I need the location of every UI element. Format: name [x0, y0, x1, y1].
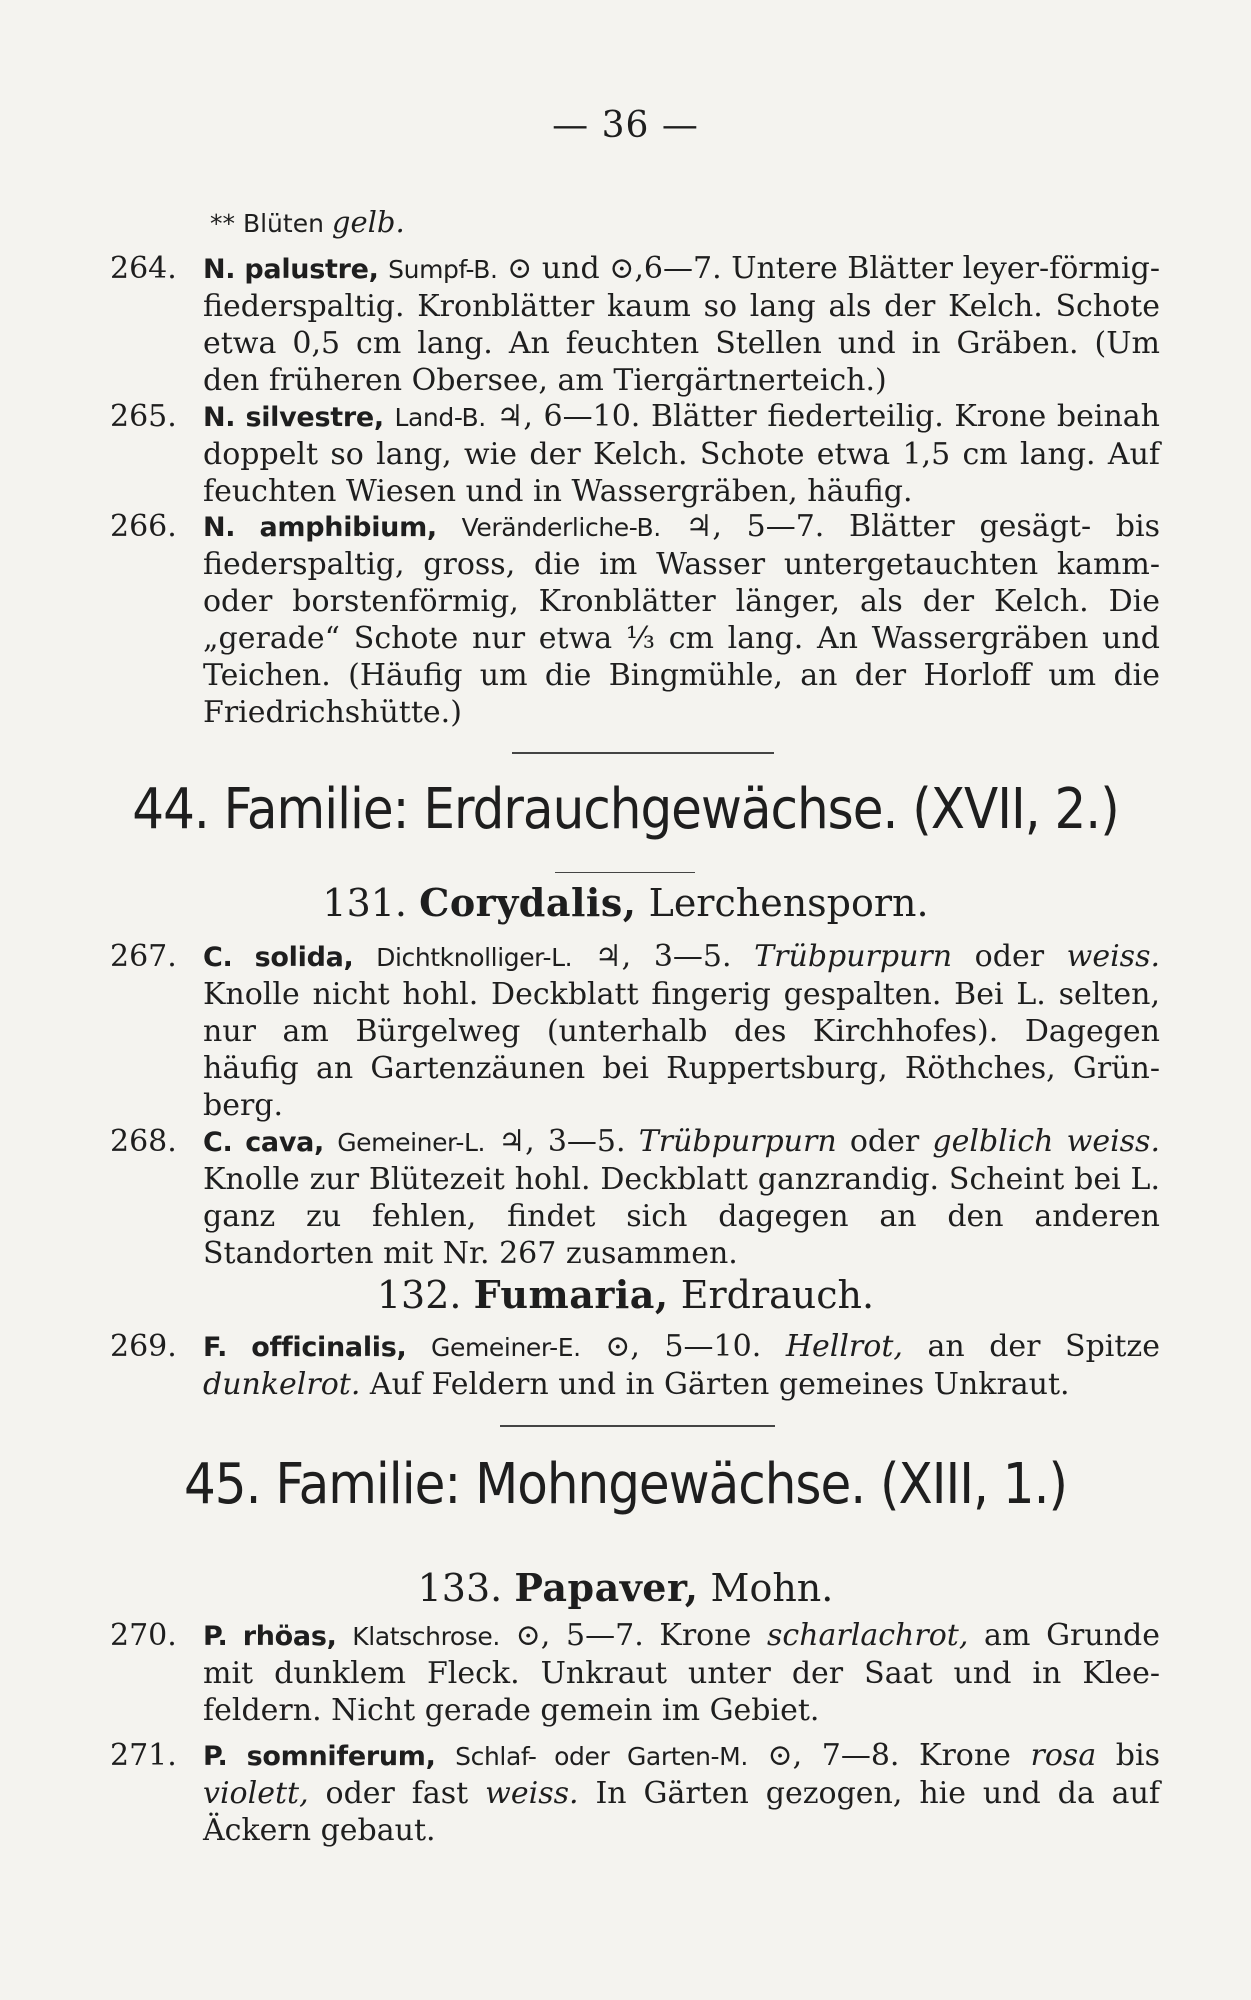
subheading-color: gelb. — [331, 205, 405, 239]
color-term: Trübpurpurn — [638, 1124, 837, 1159]
common-name: Dichtknolliger-L. — [376, 943, 573, 972]
species-name: P. somniferum, — [203, 1741, 436, 1772]
section-divider — [512, 752, 774, 754]
color-term: rosa — [1030, 1738, 1097, 1773]
entry-text: am Grunde mit dunklem Fleck. Unkraut unter der Saat und in Klee-feldern. Nicht gerade gemein im Gebiet. — [203, 1618, 1160, 1728]
genus-common: Mohn. — [710, 1566, 834, 1610]
entry-number: 267. — [110, 939, 177, 974]
genus-heading-131 — [0, 880, 1251, 925]
common-name: Klatschrose. — [352, 1622, 500, 1651]
common-name: Veränderliche-B. — [461, 513, 661, 542]
genus-common: Erdrauch. — [680, 1273, 875, 1317]
genus-name: Corydalis, — [419, 880, 637, 925]
connector: oder fast — [308, 1776, 486, 1811]
color-term: Hellrot, — [785, 1329, 903, 1364]
entry-text: Knolle zur Blütezeit hohl. Deckblatt ganzrandig. Scheint bei L. ganz zu fehlen, findet sich dagegen an den anderen Standorten mit Nr. 267 zusammen. — [203, 1162, 1160, 1271]
family-heading-45: 45. Familie: Mohngewächse. (XIII, 1.) — [183, 1451, 1068, 1517]
section-divider — [500, 1425, 775, 1427]
species-entry-267 — [110, 938, 1160, 1124]
color-term: scharlachrot, — [767, 1618, 969, 1653]
species-name: F. officinalis, — [203, 1332, 407, 1363]
species-name: C. solida, — [203, 942, 354, 973]
genus-heading-133 — [0, 1565, 1251, 1610]
genus-number: 133. — [417, 1566, 503, 1610]
entry-meta: ♃, 3—5. — [498, 1124, 639, 1159]
entry-number: 265. — [110, 399, 177, 434]
subheading-stars: ** Blüten — [210, 209, 324, 238]
species-name: N. amphibium, — [203, 512, 437, 543]
short-rule — [555, 872, 695, 873]
color-term: weiss. — [1066, 939, 1161, 974]
species-name: P. rhöas, — [203, 1621, 337, 1652]
entry-text: Knolle nicht hohl. Deckblatt fingerig gespalten. Bei L. selten, nur am Bürgelweg (unterhalb des Kirchhofes). Dagegen häufig an Gartenzäunen bei Ruppertsburg, Röthches, Grün-berg. — [203, 977, 1160, 1123]
entry-meta: ⊙, 5—10. — [605, 1329, 786, 1364]
common-name: Land-B. — [394, 403, 486, 432]
common-name: Gemeiner-E. — [431, 1333, 581, 1362]
genus-common: Lerchensporn. — [648, 881, 929, 925]
species-name: N. palustre, — [203, 254, 379, 285]
species-name: C. cava, — [203, 1127, 325, 1158]
species-entry-265 — [110, 398, 1160, 510]
entry-text: ♃, 6—10. Blätter fiederteilig. Krone beinah doppelt so lang, wie der Kelch. Schote etwa 1,5 cm lang. Auf feuchten Wiesen und in Wassergräben, häufig. — [203, 399, 1160, 509]
color-term: weiss. — [485, 1776, 579, 1811]
entry-meta: ⊙, 5—7. Krone — [515, 1618, 768, 1653]
genus-name: Fumaria, — [473, 1272, 669, 1317]
entry-text: ♃, 5—7. Blätter gesägt- bis fiederspaltig, gross, die im Wasser untergetauchten kamm-oder borstenförmig, Kronblätter länger, als der Kelch. Die „gerade“ Schote nur etwa ⅓ cm lang. An Wassergräben und Teichen. (Häufig um die Bingmühle, an der Horloff um die Friedrichshütte.) — [203, 509, 1160, 730]
entry-number: 268. — [110, 1124, 177, 1159]
subheading — [210, 205, 405, 239]
connector: oder — [952, 939, 1067, 974]
genus-number: 132. — [376, 1273, 462, 1317]
page-number: — 36 — — [552, 105, 699, 146]
genus-name: Papaver, — [514, 1565, 699, 1610]
species-entry-271 — [110, 1737, 1160, 1849]
entry-text: ⊙ und ⊙,6—7. Untere Blätter leyer-förmig-fiederspaltig. Kronblätter kaum so lang als der Kelch. Schote etwa 0,5 cm lang. An feuchten Stellen und in Gräben. (Um den früheren Obersee, am Tiergärtnerteich.) — [203, 251, 1160, 398]
connector: bis — [1096, 1738, 1160, 1773]
species-entry-264 — [110, 250, 1160, 399]
species-entry-270 — [110, 1617, 1160, 1729]
species-entry-266 — [110, 508, 1160, 731]
species-name: N. silvestre, — [203, 402, 384, 433]
species-entry-268 — [110, 1123, 1160, 1272]
common-name: Schlaf- oder Garten-M. — [455, 1742, 748, 1771]
connector: oder — [836, 1124, 933, 1159]
genus-heading-132 — [0, 1272, 1251, 1317]
family-heading-44: 44. Familie: Erdrauchgewächse. (XVII, 2.) — [132, 776, 1119, 842]
entry-number: 270. — [110, 1618, 177, 1653]
connector: an der Spitze — [902, 1329, 1160, 1364]
entry-text: In Gärten gezogen, hie und da auf Äckern gebaut. — [203, 1776, 1160, 1848]
entry-text: Auf Feldern und in Gärten gemeines Unkraut. — [360, 1367, 1070, 1402]
color-term: Trübpurpurn — [754, 939, 953, 974]
entry-number: 271. — [110, 1738, 177, 1773]
entry-number: 266. — [110, 509, 177, 544]
entry-meta: ⊙, 7—8. Krone — [767, 1738, 1031, 1773]
entry-meta: ♃, 3—5. — [594, 939, 755, 974]
common-name: Sumpf-B. — [388, 255, 498, 284]
entry-number: 269. — [110, 1329, 177, 1364]
color-term: gelblich weiss. — [932, 1124, 1160, 1159]
color-term: violett, — [203, 1776, 309, 1811]
entry-number: 264. — [110, 251, 177, 286]
genus-number: 131. — [322, 881, 407, 925]
color-term: dunkelrot. — [203, 1367, 361, 1402]
species-entry-269 — [110, 1328, 1160, 1403]
common-name: Gemeiner-L. — [337, 1128, 486, 1157]
